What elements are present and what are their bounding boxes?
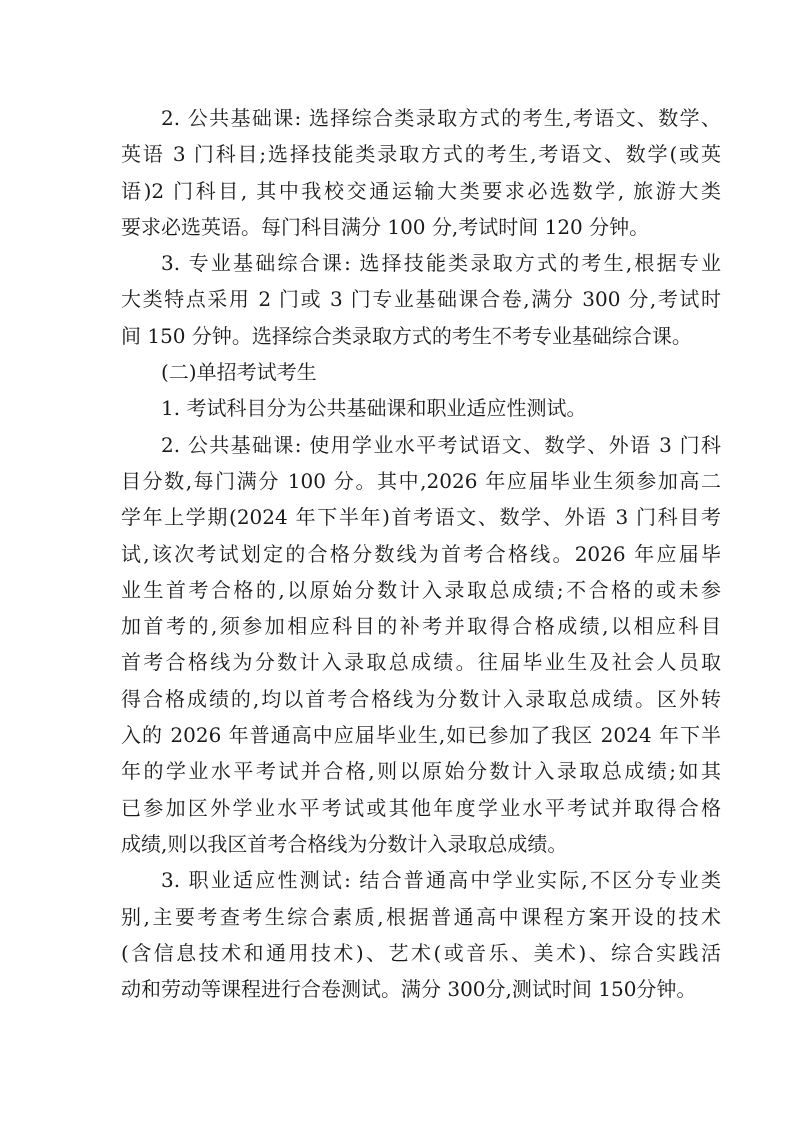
text-line: 别,主要考查考生综合素质,根据普通高中课程方案开设的技术 (121, 904, 721, 929)
text-line: 试,该次考试划定的合格分数线为首考合格线。2026 年应届毕 (121, 541, 721, 566)
text-line: 要求必选英语。每门科目满分 100 分,考试时间 120 分钟。 (121, 214, 650, 239)
text-line: 成绩,则以我区首考合格线为分数计入录取总成绩。 (121, 831, 568, 856)
text-line: 3. 职业适应性测试: 结合普通高中学业实际,不区分专业类 (161, 868, 721, 893)
text-line: 已参加区外学业水平考试或其他年度学业水平考试并取得合格 (121, 795, 721, 820)
text-line: 大类特点采用 2 门或 3 门专业基础课合卷,满分 300 分,考试时 (121, 287, 721, 312)
text-line: 语)2 门科目, 其中我校交通运输大类要求必选数学, 旅游大类 (121, 178, 721, 203)
text-line: 首考合格线为分数计入录取总成绩。往届毕业生及社会人员取 (121, 650, 721, 675)
text-line: 间 150 分钟。选择综合类录取方式的考生不考专业基础综合课。 (121, 323, 692, 348)
text-line: 3. 专业基础综合课: 选择技能类录取方式的考生,根据专业 (161, 251, 721, 276)
section-heading: (二)单招考试考生 (161, 360, 317, 385)
text-line: 2. 公共基础课: 使用学业水平考试语文、数学、外语 3 门科 (161, 432, 721, 457)
text-line: 业生首考合格的,以原始分数计入录取总成绩;不合格的或未参 (121, 577, 721, 602)
text-line: 入的 2026 年普通高中应届毕业生,如已参加了我区 2024 年下半 (121, 723, 721, 748)
text-line: 加首考的,须参加相应科目的补考并取得合格成绩,以相应科目 (121, 614, 721, 639)
document-body (121, 100, 721, 1007)
text-line: 目分数,每门满分 100 分。其中,2026 年应届毕业生须参加高二 (121, 468, 721, 493)
text-line: 得合格成绩的,均以首考合格线为分数计入录取总成绩。区外转 (121, 686, 721, 711)
text-line: 动和劳动等课程进行合卷测试。满分 300分,测试时间 150分钟。 (121, 977, 697, 1002)
text-line: 2. 公共基础课: 选择综合类录取方式的考生,考语文、数学、 (161, 106, 721, 130)
text-line: 英语 3 门科目;选择技能类录取方式的考生,考语文、数学(或英 (121, 142, 721, 167)
text-line: 年的学业水平考试并合格,则以原始分数计入录取总成绩;如其 (121, 759, 721, 784)
text-line: (含信息技术和通用技术)、艺术(或音乐、美术)、综合实践活 (121, 940, 721, 965)
text-line: 学年上学期(2024 年下半年)首考语文、数学、外语 3 门科目考 (121, 505, 721, 530)
text-line: 1. 考试科目分为公共基础课和职业适应性测试。 (161, 396, 587, 421)
